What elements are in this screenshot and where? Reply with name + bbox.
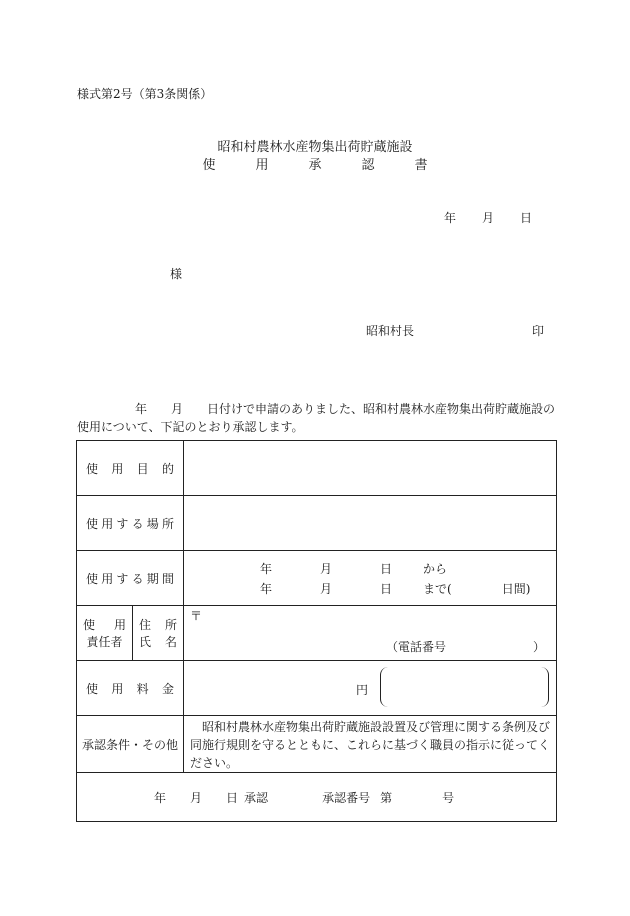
period-label-char: 間 [161,571,174,586]
period-to [184,578,556,598]
document-subtitle [0,154,630,173]
phone-label: （電話番号 [386,640,447,654]
row-place [77,496,557,551]
from-month: 月 [320,561,333,576]
place-label-char: す [116,516,129,531]
period-label-char: 期 [146,571,159,586]
subtitle-char: 認 [361,158,375,173]
intro-text: 日付けで申請のありました、昭和村農林水産物集出荷貯蔵施設の [207,402,556,416]
name-label-char: 氏 [139,635,152,649]
purpose-label-char: 用 [111,461,124,476]
row-conditions [77,716,557,773]
from-year: 年 [260,561,273,576]
date-year-label: 年 [443,211,456,225]
place-label-char: 使 [86,516,99,531]
to-month: 月 [320,581,333,596]
place-label-char: 用 [101,516,114,531]
form-number: 様式第2号（第3条関係） [77,87,213,101]
intro-line-2: 使用について、下記のとおり承認します。 [77,420,304,434]
responsible-label-line1 [77,616,132,633]
period-field[interactable] [184,551,557,606]
fee-label-char: 金 [161,681,174,696]
approval-field [77,773,557,822]
address-label-char: 住 [139,618,152,632]
to-days: 日間) [501,581,531,596]
to-day: 日 [380,581,393,596]
approval-year: 年 [154,790,167,805]
name-label-char: 名 [164,635,177,649]
intro-year: 年 [135,402,148,416]
fee-label-char: 用 [111,681,124,696]
place-label [77,496,184,551]
responsible-label-char: 用 [113,618,126,632]
intro-month: 月 [171,402,184,416]
issue-date [444,209,532,226]
document-title: 昭和村農林水産物集出荷貯蔵施設 [217,140,413,155]
postal-mark: 〒 [190,609,203,623]
conditions-label: 承認条件・その他 [77,716,184,773]
period-label-char: 使 [86,571,99,586]
purpose-label-char: 使 [86,461,99,476]
subtitle-char: 書 [414,158,428,173]
subtitle-char: 用 [255,158,269,173]
issuer-name: 昭和村長 [366,324,415,338]
fee-label-char: 料 [136,681,149,696]
from-day: 日 [380,561,393,576]
approval-number-label: 承認番号 [322,790,371,805]
address-label-char: 所 [164,618,177,632]
approval-go: 号 [442,790,455,805]
conditions-text: 昭和村農林水産物集出荷貯蔵施設設置及び管理に関する条例及び同施行規則を守るとともに、これらに基づく職員の指示に従ってください。 [190,720,551,770]
period-label [77,551,184,606]
conditions-field [184,716,557,773]
place-label-char: 場 [146,516,159,531]
period-from [184,558,556,578]
date-month-label: 月 [481,211,494,225]
approval-dai: 第 [380,790,393,805]
responsible-label-char: 使 [83,618,96,632]
purpose-label-char: 的 [161,461,174,476]
purpose-label-char: 目 [136,461,149,476]
fee-amount-box[interactable] [380,667,549,707]
row-responsible [77,606,557,661]
to-year: 年 [260,581,273,596]
seal-mark: 印 [532,324,545,338]
period-label-char: る [131,571,144,586]
subtitle-char: 承 [308,158,322,173]
row-period [77,551,557,606]
approval-label: 承認 [244,790,269,805]
date-day-label: 日 [519,211,532,225]
responsible-label-line2: 責任者 [86,635,123,649]
place-field[interactable] [184,496,557,551]
address-name-field[interactable] [184,606,557,661]
purpose-label [77,441,184,496]
period-label-char: 用 [101,571,114,586]
subtitle-char: 使 [202,158,216,173]
phone-close: ） [533,640,546,654]
period-label-char: す [116,571,129,586]
name-label [133,633,183,650]
row-approval [77,773,557,822]
from-suffix: から [423,561,448,576]
fee-unit: 円 [356,683,369,697]
to-suffix: まで( [423,581,452,596]
fee-label-char: 使 [86,681,99,696]
approval-day: 日 [226,790,239,805]
purpose-field[interactable] [184,441,557,496]
address-label [133,616,183,633]
fee-label [77,661,184,716]
approval-month: 月 [190,790,203,805]
place-label-char: 所 [161,516,174,531]
approval-form-table [76,440,557,822]
responsible-label [77,606,133,661]
row-purpose [77,441,557,496]
place-label-char: る [131,516,144,531]
intro-line-1 [77,400,555,417]
address-name-label [133,606,184,661]
addressee: 様 [170,267,183,281]
